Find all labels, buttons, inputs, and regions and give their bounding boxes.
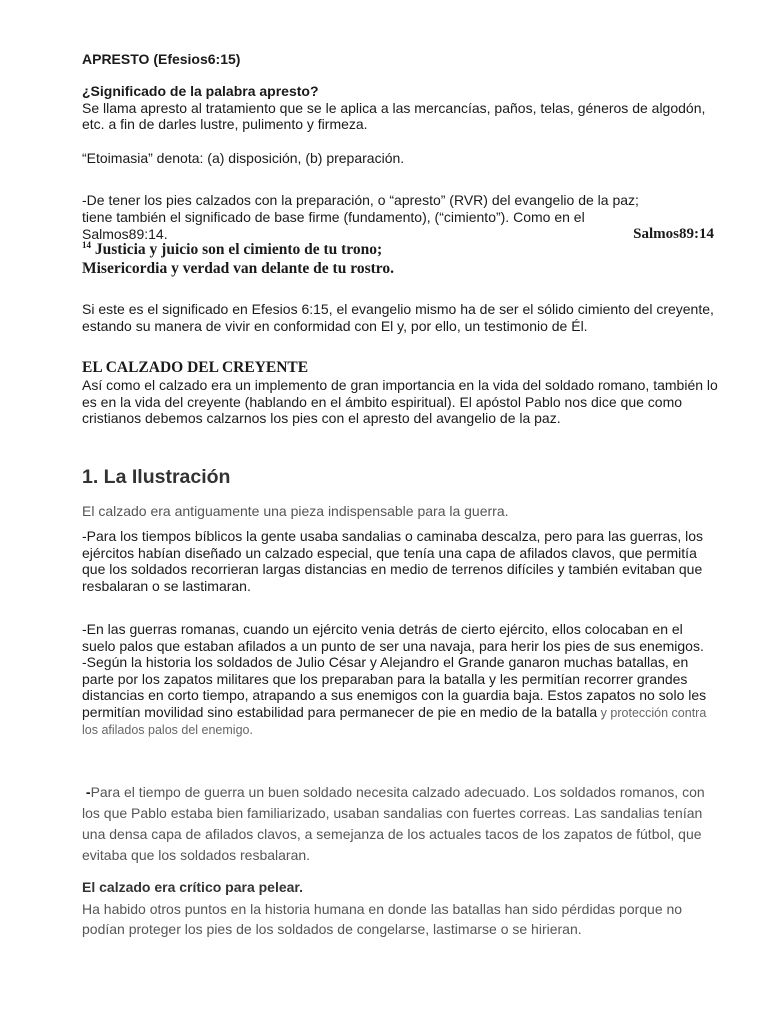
bible-verse	[82, 241, 714, 278]
calzado-paragraph: Así como el calzado era un implemento de gran importancia en la vida del soldado romano, también lo es en la vida del creyente (hablando en el ámbito espiritual). El apóstol Pablo nos dice que como cristianos debemos calzarnos los pies con el apresto del avangelio de la paz.	[82, 377, 718, 426]
historia-tail: y protección contra los afilados palos del enemigo.	[82, 705, 707, 737]
paragraph-tiempos-biblicos: -Para los tiempos bíblicos la gente usaba sandalias o caminaba descalza, pero para las guerras, los ejércitos habían diseñado un calzado especial, que tenía una capa de afilados clavos, que permitía que los soldados recorrieran largas distancias en medio de terrenos difíciles y también evitaban que resbalaran o se lastimaran.	[82, 528, 704, 594]
para3-dash: -	[85, 784, 91, 800]
etoimasia-text: “Etoimasia” denota: (a) disposición, (b) preparación.	[82, 150, 405, 166]
paragraph-tiempo-guerra	[82, 782, 714, 866]
calzado-heading: EL CALZADO DEL CREYENTE	[82, 359, 309, 376]
pies-line-2: tiene también el significado de base firme (fundamento), (“cimiento”). Como en el	[82, 208, 585, 225]
ilustracion-heading: 1. La Ilustración	[82, 466, 231, 488]
critico-paragraph: Ha habido otros puntos en la historia humana en donde las batallas han sido pérdidas porque no podían proteger los pies de los soldados de congelarse, lastimarse o se hirieran.	[82, 901, 683, 937]
verse-line-1-text: Justicia y juicio son el cimiento de tu trono;	[94, 241, 383, 258]
verse-line-1	[82, 241, 714, 260]
para3-text: Para el tiempo de guerra un buen soldado necesita calzado adecuado. Los soldados romanos, con los que Pablo estaba bien familiarizado, usaban sandalias con fuertes correas. Las sandalias tenían una densa capa de afilados clavos, a semejanza de los actuales tacos de los zapatos de fútbol, que evitaba que los soldados resbalaran.	[82, 784, 705, 863]
significado-paragraph: Si este es el significado en Efesios 6:15, el evangelio mismo ha de ser el sólido cimiento del creyente, estando su manera de vivir en conformidad con El y, por ello, un testimonio de Él.	[82, 301, 714, 334]
pies-reference: Salmos89:14.	[82, 226, 168, 242]
ilustracion-intro: El calzado era antiguamente una pieza indispensable para la guerra.	[82, 503, 509, 519]
historia-text	[82, 654, 714, 739]
pies-line-1: -De tener los pies calzados con la preparación, o “apresto” (RVR) del evangelio de la paz;	[82, 192, 639, 208]
pies-paragraph	[82, 192, 714, 225]
paragraph-guerras-romanas	[82, 621, 714, 739]
verse-reference: Salmos89:14	[633, 226, 714, 242]
definition-text: Se llama apresto al tratamiento que se le aplica a las mercancías, paños, telas, géneros de algodón, etc. a fin de darles lustre, pulimento y firmeza.	[82, 99, 706, 132]
critico-heading: El calzado era crítico para pelear.	[82, 879, 303, 895]
historia-main: -Según la historia los soldados de Julio César y Alejandro el Grande ganaron muchas batallas, en parte por los zapatos militares que los preparaban para la batalla y les permitían recorrer grandes distancias en corto tiempo, atrapando a sus enemigos con la guardia baja. Estos zapatos no solo les permitían movilidad sino estabilidad para permanecer de pie en medio de la batalla	[82, 654, 707, 720]
definition-block	[82, 83, 714, 133]
guerras-romanas-text: -En las guerras romanas, cuando un ejército venia detrás de cierto ejército, ellos colocaban en el suelo palos que estaban afilados a un punto de ser una navaja, para herir los pies de sus enemigos.	[82, 621, 704, 654]
document-title: APRESTO (Efesios6:15)	[82, 51, 241, 67]
verse-line-2: Misericordia y verdad van delante de tu rostro.	[82, 259, 394, 277]
verse-number: 14	[82, 239, 91, 250]
question-heading: ¿Significado de la palabra apresto?	[82, 83, 319, 99]
